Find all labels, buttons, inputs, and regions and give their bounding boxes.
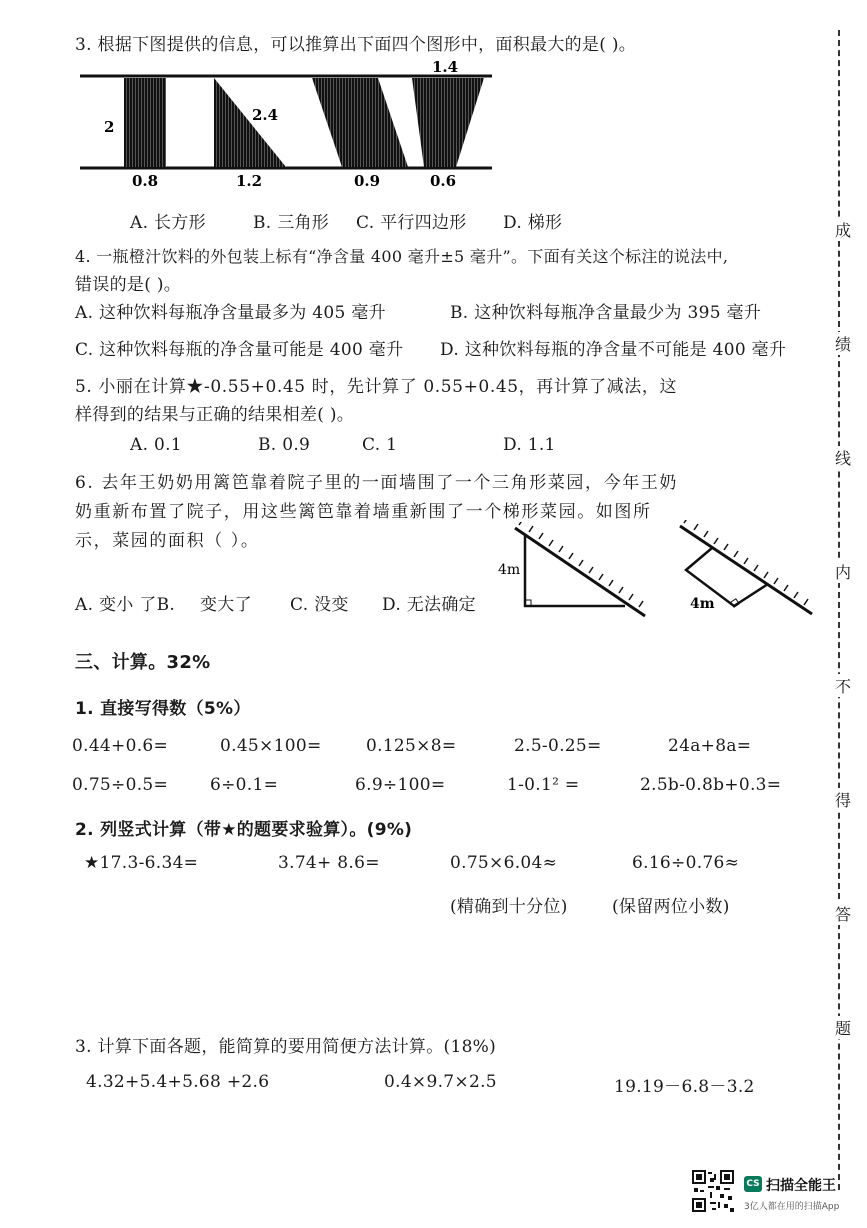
q5-option-b: B. 0.9: [258, 435, 311, 455]
trapezoid-shape: [412, 78, 484, 167]
parallelogram-shape: [312, 78, 408, 167]
label-triangle-base: 1.2: [236, 172, 263, 190]
rectangle-shape: [124, 78, 166, 167]
question-4-line1: 4. 一瓶橙汁饮料的外包装上标有“净含量 400 毫升±5 毫升”。下面有关这个标注的说法中,: [75, 247, 729, 266]
q3-option-a: A. 长方形: [130, 213, 206, 233]
q4-option-d: D. 这种饮料每瓶的净含量不可能是 400 毫升: [440, 340, 787, 360]
triangle-garden-figure: [495, 522, 660, 627]
label-height: 2: [104, 118, 115, 136]
label-trapezoid-top: 1.4: [432, 58, 459, 76]
question-5-line1: 5. 小丽在计算★-0.55+0.45 时，先计算了 0.55+0.45，再计算了减法，这: [75, 377, 678, 397]
question-5-line2: 样得到的结果与正确的结果相差( )。: [75, 405, 355, 425]
mental-calc-item: 0.44+0.6=: [72, 736, 169, 756]
q4-option-c: C. 这种饮料每瓶的净含量可能是 400 毫升: [75, 340, 404, 360]
q3-option-c: C. 平行四边形: [356, 213, 467, 233]
scanner-watermark: [692, 1168, 857, 1218]
mental-calc-item: 0.125×8=: [366, 736, 457, 756]
section-3-title: 三、计算。32%: [75, 652, 211, 673]
margin-char: 线: [832, 446, 854, 469]
shapes-figure: [72, 58, 512, 194]
question-6-line2: 奶重新布置了院子，用这些篱笆靠着墙重新围了一个梯形菜园。如图所: [75, 502, 652, 522]
mental-calc-item: 24a+8a=: [668, 736, 752, 756]
q6-option-c: C. 没变: [290, 595, 349, 615]
subsection-3-title: 3. 计算下面各题，能简算的要用简便方法计算。(18%): [75, 1037, 497, 1057]
q4-option-a: A. 这种饮料每瓶净含量最多为 405 毫升: [75, 303, 386, 323]
mental-calc-item: 6÷0.1=: [210, 775, 279, 795]
brand-name: 扫描全能王: [766, 1178, 836, 1194]
precision-note: (精确到十分位): [450, 897, 568, 917]
label-triangle-side: 2.4: [252, 106, 279, 124]
q5-option-a: A. 0.1: [130, 435, 182, 455]
margin-char: 内: [832, 560, 854, 583]
vertical-calc-item: 3.74+ 8.6=: [278, 853, 380, 873]
mental-calc-item: 6.9÷100=: [355, 775, 446, 795]
question-6-line1: 6. 去年王奶奶用篱笆靠着院子里的一面墙围了一个三角形菜园，今年王奶: [75, 473, 679, 493]
q6-option-d: D. 无法确定: [382, 595, 476, 615]
mental-calc-item: 0.45×100=: [220, 736, 322, 756]
camscanner-logo-icon: CS: [744, 1176, 762, 1192]
q6-option-b: 变大了: [200, 595, 252, 615]
label-parallelogram-base: 0.9: [354, 172, 381, 190]
q4-option-b: B. 这种饮料每瓶净含量最少为 395 毫升: [450, 303, 762, 323]
subsection-1-title: 1. 直接写得数（5%）: [75, 699, 251, 719]
simplify-calc-item: 4.32+5.4+5.68 +2.6: [86, 1072, 270, 1092]
trapezoid-garden-figure: [672, 520, 822, 620]
precision-note: (保留两位小数): [612, 897, 730, 917]
q3-option-d: D. 梯形: [503, 213, 563, 233]
vertical-calc-item: ★17.3-6.34=: [84, 853, 199, 873]
margin-char: 不: [832, 674, 854, 697]
margin-char: 得: [832, 788, 854, 811]
vertical-calc-item: 6.16÷0.76≈: [632, 853, 740, 873]
q5-option-c: C. 1: [362, 435, 398, 455]
qr-code-icon: [692, 1170, 734, 1212]
label-4m-right: 4m: [690, 596, 715, 612]
simplify-calc-item: 19.19－6.8－3.2: [614, 1077, 755, 1097]
margin-char: 题: [832, 1016, 854, 1039]
mental-calc-item: 0.75÷0.5=: [72, 775, 169, 795]
q6-option-a: A. 变小 了B.: [75, 595, 176, 615]
brand-slogan: 3亿人都在用的扫描App: [744, 1202, 840, 1212]
mental-calc-item: 2.5b-0.8b+0.3=: [640, 775, 782, 795]
label-rect-base: 0.8: [132, 172, 159, 190]
q3-option-b: B. 三角形: [253, 213, 330, 233]
simplify-calc-item: 0.4×9.7×2.5: [384, 1072, 497, 1092]
question-4-line2: 错误的是( )。: [75, 275, 182, 295]
margin-char: 答: [832, 902, 854, 925]
mental-calc-item: 1-0.1² =: [507, 775, 580, 795]
label-trapezoid-bottom: 0.6: [430, 172, 457, 190]
margin-char: 绩: [832, 332, 854, 355]
margin-char: 成: [832, 218, 854, 241]
question-6-line3: 示，菜园的面积（ ）。: [75, 531, 260, 551]
label-4m-left: 4m: [498, 562, 521, 578]
q5-option-d: D. 1.1: [503, 435, 556, 455]
mental-calc-item: 2.5-0.25=: [514, 736, 602, 756]
vertical-calc-item: 0.75×6.04≈: [450, 853, 558, 873]
question-3-text: 3. 根据下图提供的信息，可以推算出下面四个图形中，面积最大的是( )。: [75, 35, 637, 55]
subsection-2-title: 2. 列竖式计算（带★的题要求验算）。(9%): [75, 820, 413, 840]
